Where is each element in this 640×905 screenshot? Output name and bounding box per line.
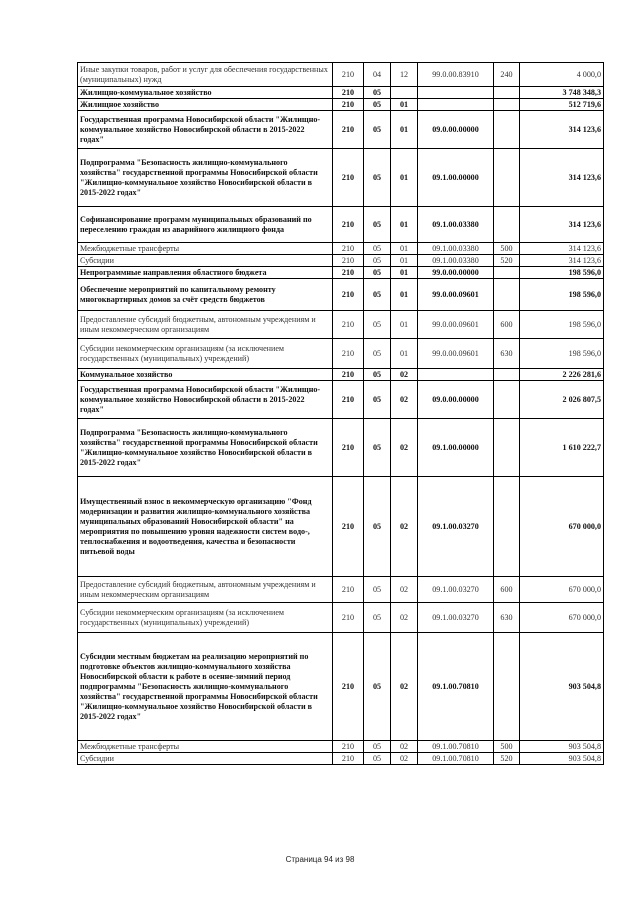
cell-grbs: 210 — [333, 255, 364, 267]
cell-name: Софинансирование программ муниципальных образований по переселению граждан из аварийного жилищного фонда — [78, 207, 333, 243]
cell-name: Субсидии местным бюджетам на реализацию мероприятий по подготовке объектов жилищно-коммунального хозяйства Новосибирской области к работе в осенне-зимний период подпрограммы "Безопасность жилищно-коммунального хозяйства" государственной программы Новосибирской области "Жилищно-коммунальное хозяйство Новосибирской области в 2015-2022 годах" — [78, 633, 333, 741]
cell-target-article: 99.0.00.00000 — [418, 267, 494, 279]
cell-grbs: 210 — [333, 603, 364, 633]
budget-table-body — [78, 63, 604, 765]
cell-grbs: 210 — [333, 207, 364, 243]
cell-expense-type: 520 — [494, 753, 520, 765]
cell-amount: 670 000,0 — [520, 577, 604, 603]
cell-subsection: 02 — [391, 477, 418, 577]
cell-subsection: 02 — [391, 741, 418, 753]
table-row — [78, 477, 604, 577]
cell-grbs: 210 — [333, 63, 364, 87]
cell-subsection: 02 — [391, 753, 418, 765]
cell-grbs: 210 — [333, 753, 364, 765]
cell-target-article: 09.1.00.03270 — [418, 577, 494, 603]
cell-target-article — [418, 87, 494, 99]
cell-name: Предоставление субсидий бюджетным, автономным учреждениям и иным некоммерческим организациям — [78, 577, 333, 603]
cell-name: Имущественный взнос в некоммерческую организацию "Фонд модернизации и развития жилищно-коммунального хозяйства муниципальных образований Новосибирской области" на мероприятия по повышению уровня надежности систем водо-, теплоснабжения и водоотведения, качества и безопасности питьевой воды — [78, 477, 333, 577]
cell-section: 05 — [364, 279, 391, 311]
cell-grbs: 210 — [333, 279, 364, 311]
cell-subsection: 01 — [391, 99, 418, 111]
table-row — [78, 267, 604, 279]
cell-grbs: 210 — [333, 369, 364, 381]
cell-section: 05 — [364, 255, 391, 267]
cell-section: 05 — [364, 753, 391, 765]
cell-grbs: 210 — [333, 633, 364, 741]
cell-target-article: 09.1.00.03380 — [418, 255, 494, 267]
cell-subsection: 02 — [391, 369, 418, 381]
table-row — [78, 339, 604, 369]
cell-name: Непрограммные направления областного бюджета — [78, 267, 333, 279]
cell-target-article: 09.1.00.03380 — [418, 243, 494, 255]
cell-expense-type — [494, 381, 520, 419]
cell-grbs: 210 — [333, 419, 364, 477]
cell-name: Межбюджетные трансферты — [78, 741, 333, 753]
cell-name: Государственная программа Новосибирской области "Жилищно-коммунальное хозяйство Новосибирской области в 2015-2022 годах" — [78, 381, 333, 419]
cell-target-article: 09.0.00.00000 — [418, 381, 494, 419]
cell-target-article: 09.1.00.03270 — [418, 477, 494, 577]
cell-section: 05 — [364, 741, 391, 753]
cell-section: 05 — [364, 207, 391, 243]
cell-grbs: 210 — [333, 267, 364, 279]
cell-subsection: 01 — [391, 255, 418, 267]
table-row — [78, 311, 604, 339]
table-row — [78, 149, 604, 207]
cell-amount: 670 000,0 — [520, 603, 604, 633]
cell-subsection: 02 — [391, 419, 418, 477]
cell-subsection — [391, 87, 418, 99]
cell-target-article: 09.1.00.03380 — [418, 207, 494, 243]
cell-name: Иные закупки товаров, работ и услуг для обеспечения государственных (муниципальных) нужд — [78, 63, 333, 87]
cell-amount: 198 596,0 — [520, 311, 604, 339]
cell-expense-type: 500 — [494, 243, 520, 255]
cell-target-article: 09.1.00.00000 — [418, 149, 494, 207]
cell-amount: 314 123,6 — [520, 255, 604, 267]
table-row — [78, 369, 604, 381]
cell-grbs: 210 — [333, 149, 364, 207]
cell-section: 05 — [364, 111, 391, 149]
cell-name: Подпрограмма "Безопасность жилищно-коммунального хозяйства" государственной программы Новосибирской области "Жилищно-коммунальное хозяйство Новосибирской области в 2015-2022 годах" — [78, 419, 333, 477]
cell-amount: 903 504,8 — [520, 741, 604, 753]
cell-target-article: 99.0.00.09601 — [418, 339, 494, 369]
cell-name: Субсидии некоммерческим организациям (за исключением государственных (муниципальных) учреждений) — [78, 339, 333, 369]
cell-target-article: 09.1.00.70810 — [418, 633, 494, 741]
cell-section: 05 — [364, 267, 391, 279]
cell-expense-type — [494, 477, 520, 577]
cell-grbs: 210 — [333, 381, 364, 419]
cell-section: 05 — [364, 99, 391, 111]
cell-grbs: 210 — [333, 741, 364, 753]
cell-section: 05 — [364, 577, 391, 603]
cell-grbs: 210 — [333, 577, 364, 603]
cell-amount: 198 596,0 — [520, 279, 604, 311]
cell-name: Субсидии — [78, 255, 333, 267]
cell-section: 05 — [364, 339, 391, 369]
table-row — [78, 381, 604, 419]
cell-expense-type — [494, 419, 520, 477]
cell-subsection: 02 — [391, 577, 418, 603]
cell-expense-type — [494, 279, 520, 311]
cell-name: Субсидии — [78, 753, 333, 765]
cell-amount: 198 596,0 — [520, 339, 604, 369]
cell-target-article: 09.1.00.00000 — [418, 419, 494, 477]
table-row — [78, 207, 604, 243]
cell-name: Коммунальное хозяйство — [78, 369, 333, 381]
cell-subsection: 01 — [391, 111, 418, 149]
cell-amount: 2 226 281,6 — [520, 369, 604, 381]
cell-subsection: 02 — [391, 603, 418, 633]
cell-amount: 314 123,6 — [520, 149, 604, 207]
cell-grbs: 210 — [333, 339, 364, 369]
table-row — [78, 603, 604, 633]
cell-grbs: 210 — [333, 87, 364, 99]
cell-subsection: 01 — [391, 207, 418, 243]
cell-amount: 3 748 348,3 — [520, 87, 604, 99]
cell-expense-type: 600 — [494, 311, 520, 339]
table-row — [78, 87, 604, 99]
cell-target-article: 09.1.00.03270 — [418, 603, 494, 633]
table-row — [78, 243, 604, 255]
cell-target-article: 09.0.00.00000 — [418, 111, 494, 149]
table-row — [78, 419, 604, 477]
cell-amount: 198 596,0 — [520, 267, 604, 279]
cell-expense-type — [494, 87, 520, 99]
cell-subsection: 01 — [391, 311, 418, 339]
cell-name: Межбюджетные трансферты — [78, 243, 333, 255]
cell-amount: 512 719,6 — [520, 99, 604, 111]
cell-section: 05 — [364, 243, 391, 255]
cell-subsection: 01 — [391, 339, 418, 369]
cell-expense-type: 600 — [494, 577, 520, 603]
cell-name: Государственная программа Новосибирской области "Жилищно-коммунальное хозяйство Новосибирской области в 2015-2022 годах" — [78, 111, 333, 149]
cell-grbs: 210 — [333, 99, 364, 111]
cell-section: 05 — [364, 477, 391, 577]
table-row — [78, 111, 604, 149]
cell-expense-type: 240 — [494, 63, 520, 87]
cell-target-article: 09.1.00.70810 — [418, 741, 494, 753]
table-row — [78, 577, 604, 603]
cell-section: 05 — [364, 633, 391, 741]
cell-amount: 903 504,8 — [520, 633, 604, 741]
cell-subsection: 02 — [391, 633, 418, 741]
cell-subsection: 01 — [391, 149, 418, 207]
cell-target-article: 99.0.00.09601 — [418, 279, 494, 311]
cell-amount: 314 123,6 — [520, 243, 604, 255]
cell-target-article — [418, 369, 494, 381]
table-row — [78, 633, 604, 741]
cell-name: Субсидии некоммерческим организациям (за исключением государственных (муниципальных) учреждений) — [78, 603, 333, 633]
cell-amount: 314 123,6 — [520, 207, 604, 243]
cell-amount: 670 000,0 — [520, 477, 604, 577]
table-row — [78, 99, 604, 111]
table-row — [78, 63, 604, 87]
cell-subsection: 01 — [391, 279, 418, 311]
table-row — [78, 279, 604, 311]
cell-expense-type — [494, 207, 520, 243]
cell-subsection: 01 — [391, 267, 418, 279]
table-row — [78, 753, 604, 765]
cell-section: 05 — [364, 603, 391, 633]
table-row — [78, 255, 604, 267]
cell-expense-type: 630 — [494, 603, 520, 633]
cell-name: Предоставление субсидий бюджетным, автономным учреждениям и иным некоммерческим организациям — [78, 311, 333, 339]
cell-expense-type — [494, 99, 520, 111]
cell-grbs: 210 — [333, 477, 364, 577]
cell-section: 04 — [364, 63, 391, 87]
cell-expense-type — [494, 111, 520, 149]
cell-section: 05 — [364, 149, 391, 207]
cell-grbs: 210 — [333, 111, 364, 149]
cell-amount: 314 123,6 — [520, 111, 604, 149]
cell-amount: 903 504,8 — [520, 753, 604, 765]
cell-name: Подпрограмма "Безопасность жилищно-коммунального хозяйства" государственной программы Новосибирской области "Жилищно-коммунальное хозяйство Новосибирской области в 2015-2022 годах" — [78, 149, 333, 207]
cell-section: 05 — [364, 311, 391, 339]
cell-expense-type: 500 — [494, 741, 520, 753]
cell-target-article: 99.0.00.09601 — [418, 311, 494, 339]
cell-grbs: 210 — [333, 311, 364, 339]
cell-expense-type: 520 — [494, 255, 520, 267]
cell-expense-type — [494, 633, 520, 741]
cell-name: Жилищное хозяйство — [78, 99, 333, 111]
cell-grbs: 210 — [333, 243, 364, 255]
cell-expense-type — [494, 267, 520, 279]
cell-section: 05 — [364, 87, 391, 99]
cell-name: Жилищно-коммунальное хозяйство — [78, 87, 333, 99]
cell-subsection: 01 — [391, 243, 418, 255]
cell-section: 05 — [364, 381, 391, 419]
cell-amount: 1 610 222,7 — [520, 419, 604, 477]
cell-amount: 4 000,0 — [520, 63, 604, 87]
cell-name: Обеспечение мероприятий по капитальному ремонту многоквартирных домов за счёт средств бюджетов — [78, 279, 333, 311]
table-row — [78, 741, 604, 753]
cell-target-article: 09.1.00.70810 — [418, 753, 494, 765]
cell-subsection: 02 — [391, 381, 418, 419]
cell-expense-type — [494, 369, 520, 381]
budget-table — [77, 62, 604, 765]
page-number: Страница 94 из 98 — [285, 855, 355, 864]
cell-section: 05 — [364, 419, 391, 477]
cell-target-article — [418, 99, 494, 111]
cell-subsection: 12 — [391, 63, 418, 87]
cell-section: 05 — [364, 369, 391, 381]
cell-amount: 2 026 807,5 — [520, 381, 604, 419]
cell-expense-type: 630 — [494, 339, 520, 369]
cell-expense-type — [494, 149, 520, 207]
cell-target-article: 99.0.00.83910 — [418, 63, 494, 87]
